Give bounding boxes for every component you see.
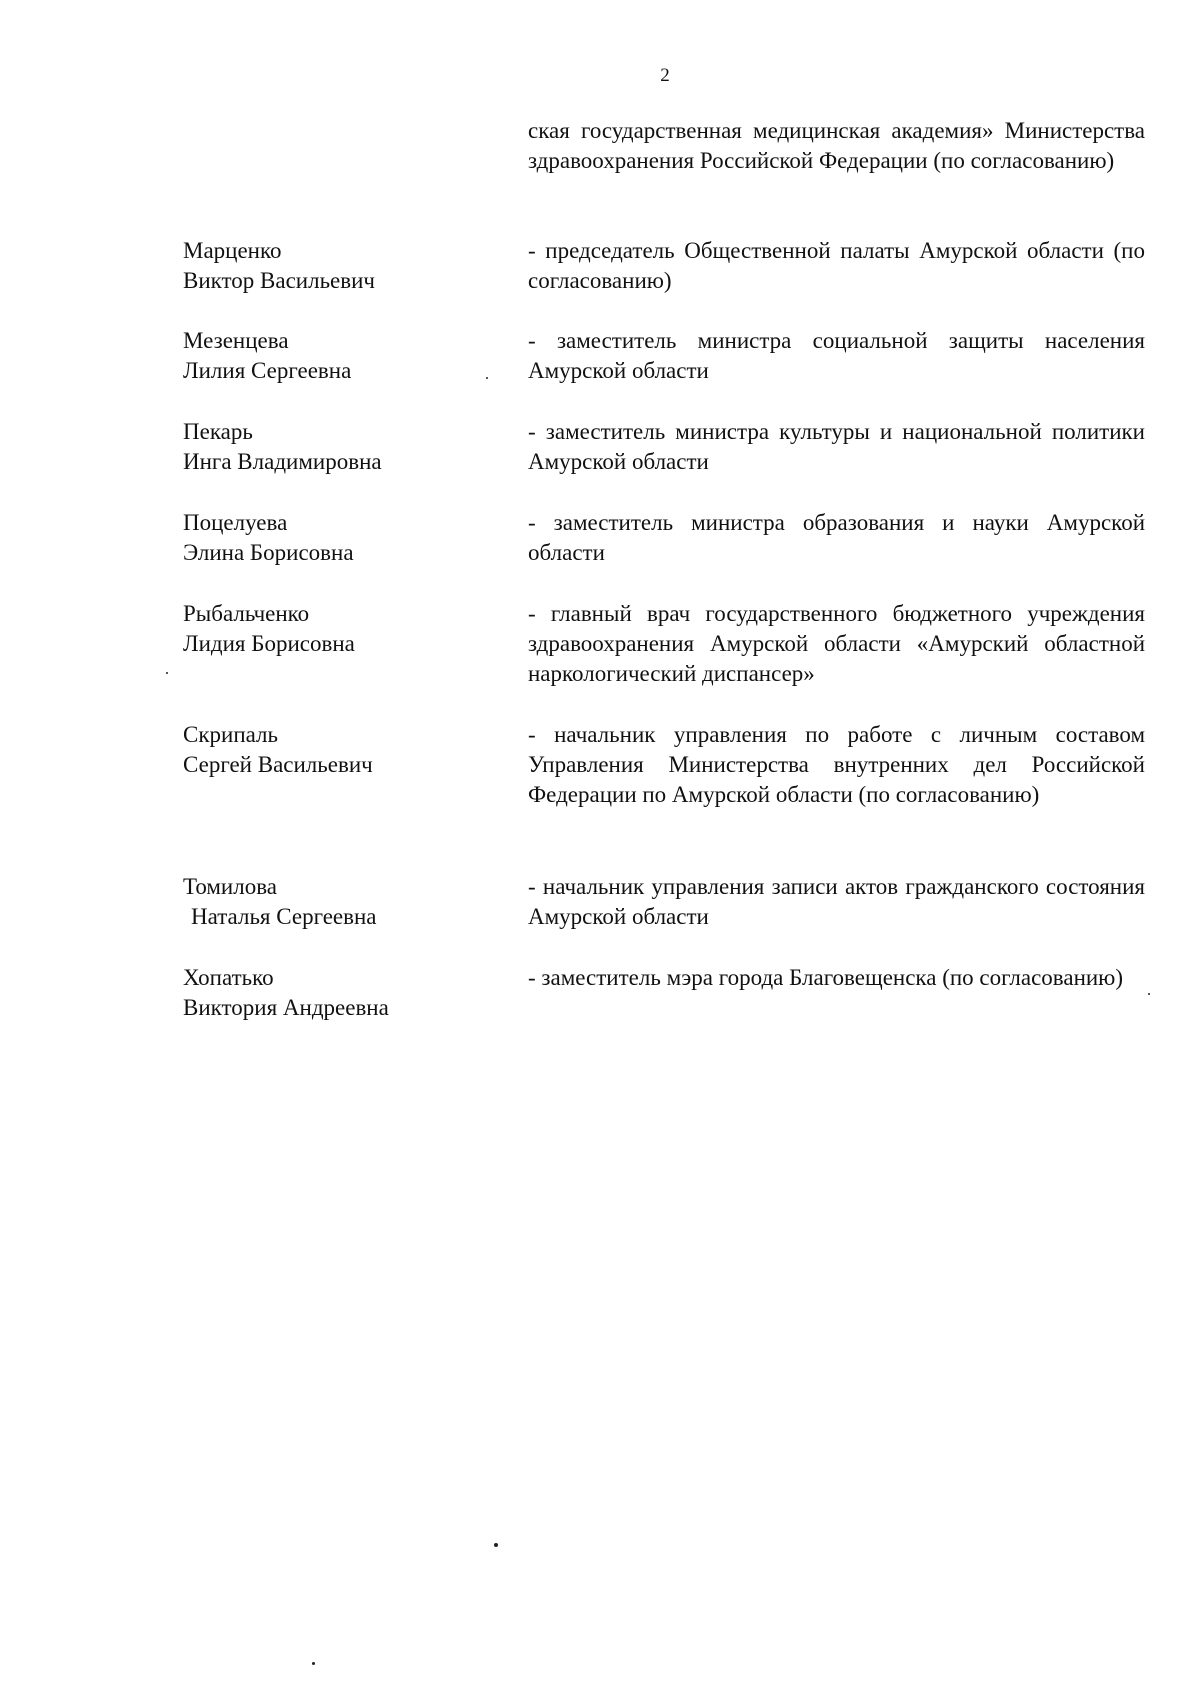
member-role: - начальник управления записи актов гражданского состояния Амурской области [528,874,1145,929]
member-given-name: Элина Борисовна [183,540,354,565]
continuation-text: ская государственная медицинская академия» Министерства здравоохранения Российской Федерации (по согласованию) [528,118,1145,173]
member-surname: Поцелуева [183,510,288,535]
member-given-name: Лидия Борисовна [183,631,355,656]
member-name [183,326,503,386]
scan-speck [166,672,168,674]
scan-speck [494,1543,498,1547]
member-surname: Хопатько [183,965,274,990]
member-role: - председатель Общественной палаты Амурской области (по согласованию) [528,238,1145,293]
member-name [183,963,503,1023]
member-surname: Скрипаль [183,722,279,747]
member-name [183,872,503,932]
member-surname: Томилова [183,874,277,899]
member-surname: Марценко [183,238,282,263]
member-surname: Рыбальченко [183,601,310,626]
member-given-name: Сергей Васильевич [183,752,373,777]
member-role: - заместитель министра образования и науки Амурской области [528,510,1145,565]
member-surname: Мезенцева [183,328,289,353]
member-name [183,417,503,477]
member-surname: Пекарь [183,419,253,444]
member-name [183,508,503,568]
member-role: - начальник управления по работе с личным составом Управления Министерства внутренних дел Российской Федерации по Амурской области (по согласованию) [528,722,1145,807]
member-given-name: Наталья Сергеевна [191,904,377,929]
member-given-name: Виктория Андреевна [183,995,389,1020]
member-given-name: Лилия Сергеевна [183,358,352,383]
member-name [183,720,503,780]
scan-speck [1148,993,1150,995]
scan-speck [312,1662,315,1665]
member-name [183,599,503,659]
scan-speck [486,377,488,379]
member-role: - заместитель министра социальной защиты населения Амурской области [528,328,1145,383]
member-role: - заместитель министра культуры и национальной политики Амурской области [528,419,1145,474]
member-role: - главный врач государственного бюджетного учреждения здравоохранения Амурской области «Амурский областной наркологический диспансер» [528,601,1145,686]
page-number: 2 [660,65,670,86]
member-role: - заместитель мэра города Благовещенска (по согласованию) [528,965,1124,990]
member-given-name: Инга Владимировна [183,449,382,474]
member-given-name: Виктор Васильевич [183,268,375,293]
member-name [183,236,503,296]
